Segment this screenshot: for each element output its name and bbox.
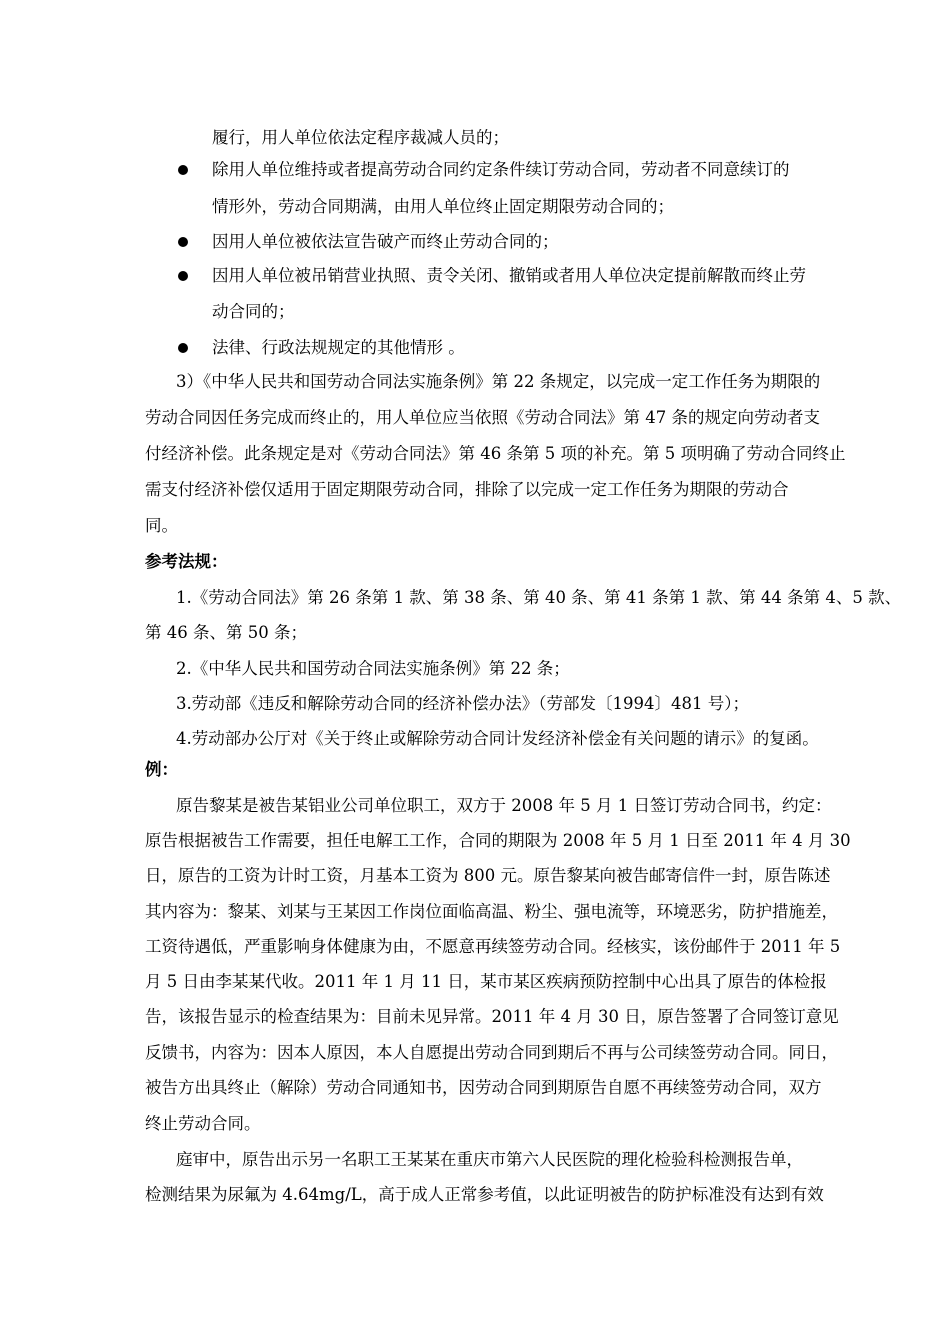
example-p2-line-2: 检测结果为尿氟为 4.64mg/L，高于成人正常参考值，以此证明被告的防护标准没有达到有效: [145, 1185, 824, 1204]
bullet-dot: [178, 165, 188, 175]
bullet-item-4: 法律、行政法规规定的其他情形 。: [212, 338, 465, 357]
bullet-item-1-line-1: 除用人单位维持或者提高劳动合同约定条件续订劳动合同，劳动者不同意续订的: [212, 160, 790, 179]
example-p2-line-1: 庭审中，原告出示另一名职工王某某在重庆市第六人民医院的理化检验科检测报告单，: [176, 1150, 803, 1169]
example-p1-line-3: 日，原告的工资为计时工资，月基本工资为 800 元。原告黎某向被告邮寄信件一封，原告陈述: [145, 866, 831, 885]
bullet-item-3-line-2: 动合同的；: [212, 302, 295, 321]
reference-item-3: 3.劳动部《违反和解除劳动合同的经济补偿办法》（劳部发〔1994〕481 号）；: [176, 694, 749, 713]
example-p1-line-7: 告，该报告显示的检查结果为：目前未见异常。2011 年 4 月 30 日，原告签署了合同签订意见: [145, 1007, 839, 1026]
point-3-line-5: 同。: [145, 516, 178, 535]
reference-item-1-line-1: 1.《劳动合同法》第 26 条第 1 款、第 38 条、第 40 条、第 41 条第 1 款、第 44 条第 4、5 款、: [176, 588, 902, 607]
bullet-dot: [178, 271, 188, 281]
bullet-dot: [178, 237, 188, 247]
example-p1-line-4: 其内容为：黎某、刘某与王某因工作岗位面临高温、粉尘、强电流等，环境恶劣，防护措施差，: [145, 902, 838, 921]
example-p1-line-10: 终止劳动合同。: [145, 1114, 261, 1133]
example-p1-line-2: 原告根据被告工作需要，担任电解工工作，合同的期限为 2008 年 5 月 1 日至 2011 年 4 月 30: [145, 831, 851, 850]
bullet-item-2: 因用人单位被依法宣告破产而终止劳动合同的；: [212, 232, 559, 251]
point-3-line-3: 付经济补偿。此条规定是对《劳动合同法》第 46 条第 5 项的补充。第 5 项明确了劳动合同终止: [145, 444, 846, 463]
reference-item-1-line-2: 第 46 条、第 50 条；: [145, 623, 307, 642]
example-p1-line-1: 原告黎某是被告某铝业公司单位职工，双方于 2008 年 5 月 1 日签订劳动合同书，约定：: [176, 796, 832, 815]
point-3-line-1: 3）《中华人民共和国劳动合同法实施条例》第 22 条规定，以完成一定工作任务为期限的: [176, 372, 821, 391]
point-3-line-4: 需支付经济补偿仅适用于固定期限劳动合同，排除了以完成一定工作任务为期限的劳动合: [145, 480, 789, 499]
bullet-dot: [178, 343, 188, 353]
example-heading: 例：: [145, 760, 178, 779]
example-p1-line-9: 被告方出具终止（解除）劳动合同通知书，因劳动合同到期原告自愿不再续签劳动合同，双方: [145, 1078, 822, 1097]
point-3-line-2: 劳动合同因任务完成而终止的，用人单位应当依照《劳动合同法》第 47 条的规定向劳动者支: [145, 408, 820, 427]
example-p1-line-5: 工资待遇低，严重影响身体健康为由，不愿意再续签劳动合同。经核实，该份邮件于 2011 年 5: [145, 937, 841, 956]
example-p1-line-8: 反馈书，内容为：因本人原因，本人自愿提出劳动合同到期后不再与公司续签劳动合同。同日，: [145, 1043, 838, 1062]
reference-item-2: 2.《中华人民共和国劳动合同法实施条例》第 22 条；: [176, 659, 570, 678]
bullet-continuation: 履行，用人单位依法定程序裁减人员的；: [212, 128, 509, 147]
references-heading: 参考法规：: [145, 552, 228, 571]
example-p1-line-6: 月 5 日由李某某代收。2011 年 1 月 11 日，某市某区疾病预防控制中心出具了原告的体检报: [145, 972, 827, 991]
reference-item-4: 4.劳动部办公厅对《关于终止或解除劳动合同计发经济补偿金有关问题的请示》的复函。: [176, 729, 819, 748]
bullet-item-1-line-2: 情形外，劳动合同期满，由用人单位终止固定期限劳动合同的；: [212, 197, 674, 216]
bullet-item-3-line-1: 因用人单位被吊销营业执照、责令关闭、撤销或者用人单位决定提前解散而终止劳: [212, 266, 806, 285]
